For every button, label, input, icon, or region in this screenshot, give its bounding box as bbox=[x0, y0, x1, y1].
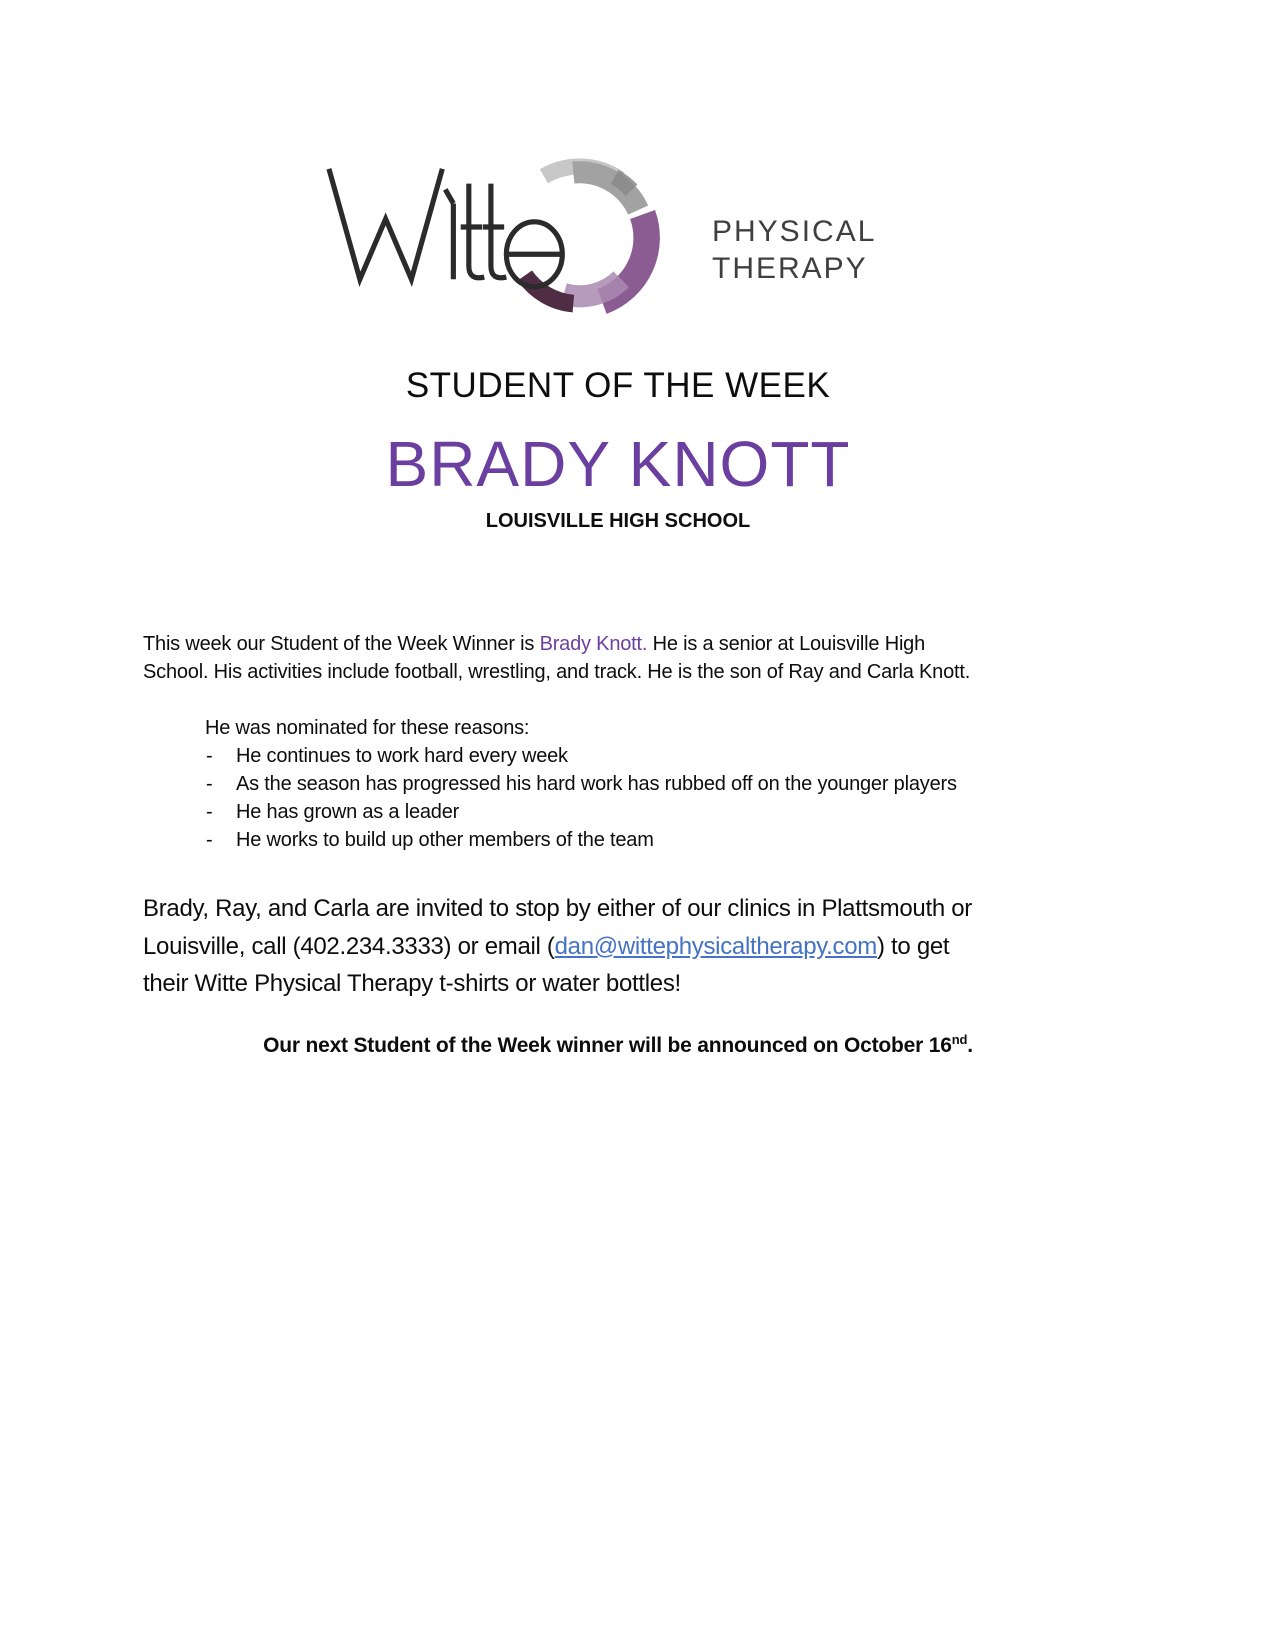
list-item bbox=[206, 798, 957, 826]
invitation-line2-after: ) to get bbox=[876, 932, 950, 960]
dash-bullet: - bbox=[206, 745, 213, 767]
witte-logo bbox=[326, 136, 672, 332]
intro-line2: School. His activities include football, wrestling, and track. He is the son of Ray and Carla Knott. bbox=[143, 661, 971, 683]
invitation-line2-before: Louisville, call (402.234.3333) or email ( bbox=[143, 932, 555, 960]
invitation-line2 bbox=[143, 928, 1093, 966]
list-item-text: He continues to work hard every week bbox=[236, 745, 568, 767]
closing-announcement bbox=[143, 1026, 1093, 1060]
winner-name: BRADY KNOTT bbox=[385, 428, 851, 500]
logo-brand-text bbox=[712, 213, 876, 287]
intro-line1-before: This week our Student of the Week Winner is bbox=[143, 633, 540, 655]
dash-bullet: - bbox=[206, 773, 213, 795]
witte-wordmark-text bbox=[0, 0, 1, 1]
invitation-paragraph bbox=[143, 890, 1093, 1003]
winner-name-inline: Brady Knott. bbox=[539, 633, 648, 655]
logo-brand-line1: PHYSICAL bbox=[712, 215, 877, 248]
list-item bbox=[206, 742, 957, 770]
closing-text: Our next Student of the Week winner will be announced on October 16 bbox=[263, 1034, 952, 1057]
intro-paragraph bbox=[143, 630, 1093, 686]
closing-superscript: nd bbox=[951, 1032, 968, 1047]
invitation-line3: their Witte Physical Therapy t-shirts or water bottles! bbox=[143, 970, 681, 997]
dash-bullet: - bbox=[206, 801, 213, 823]
email-link[interactable]: dan@wittephysicaltherapy.com bbox=[554, 932, 877, 960]
school-name: LOUISVILLE HIGH SCHOOL bbox=[485, 510, 751, 532]
list-item-text: He works to build up other members of the team bbox=[236, 829, 654, 851]
intro-line1-after: He is a senior at Louisville High bbox=[647, 633, 926, 655]
invitation-line1: Brady, Ray, and Carla are invited to stop by either of our clinics in Plattsmouth or bbox=[143, 895, 972, 922]
list-item-text: He has grown as a leader bbox=[236, 801, 460, 823]
list-item bbox=[206, 770, 957, 798]
closing-period: . bbox=[967, 1034, 973, 1057]
page-title: STUDENT OF THE WEEK bbox=[405, 366, 831, 405]
list-item bbox=[206, 826, 957, 854]
intro-line1 bbox=[143, 630, 1093, 658]
witte-wordmark-strokes bbox=[329, 169, 562, 287]
dash-bullet: - bbox=[206, 829, 213, 851]
logo-brand-line2: THERAPY bbox=[712, 252, 868, 285]
list-item-text: As the season has progressed his hard work has rubbed off on the younger players bbox=[236, 773, 957, 795]
nomination-lead: He was nominated for these reasons: bbox=[205, 717, 530, 739]
nomination-list bbox=[206, 742, 957, 854]
